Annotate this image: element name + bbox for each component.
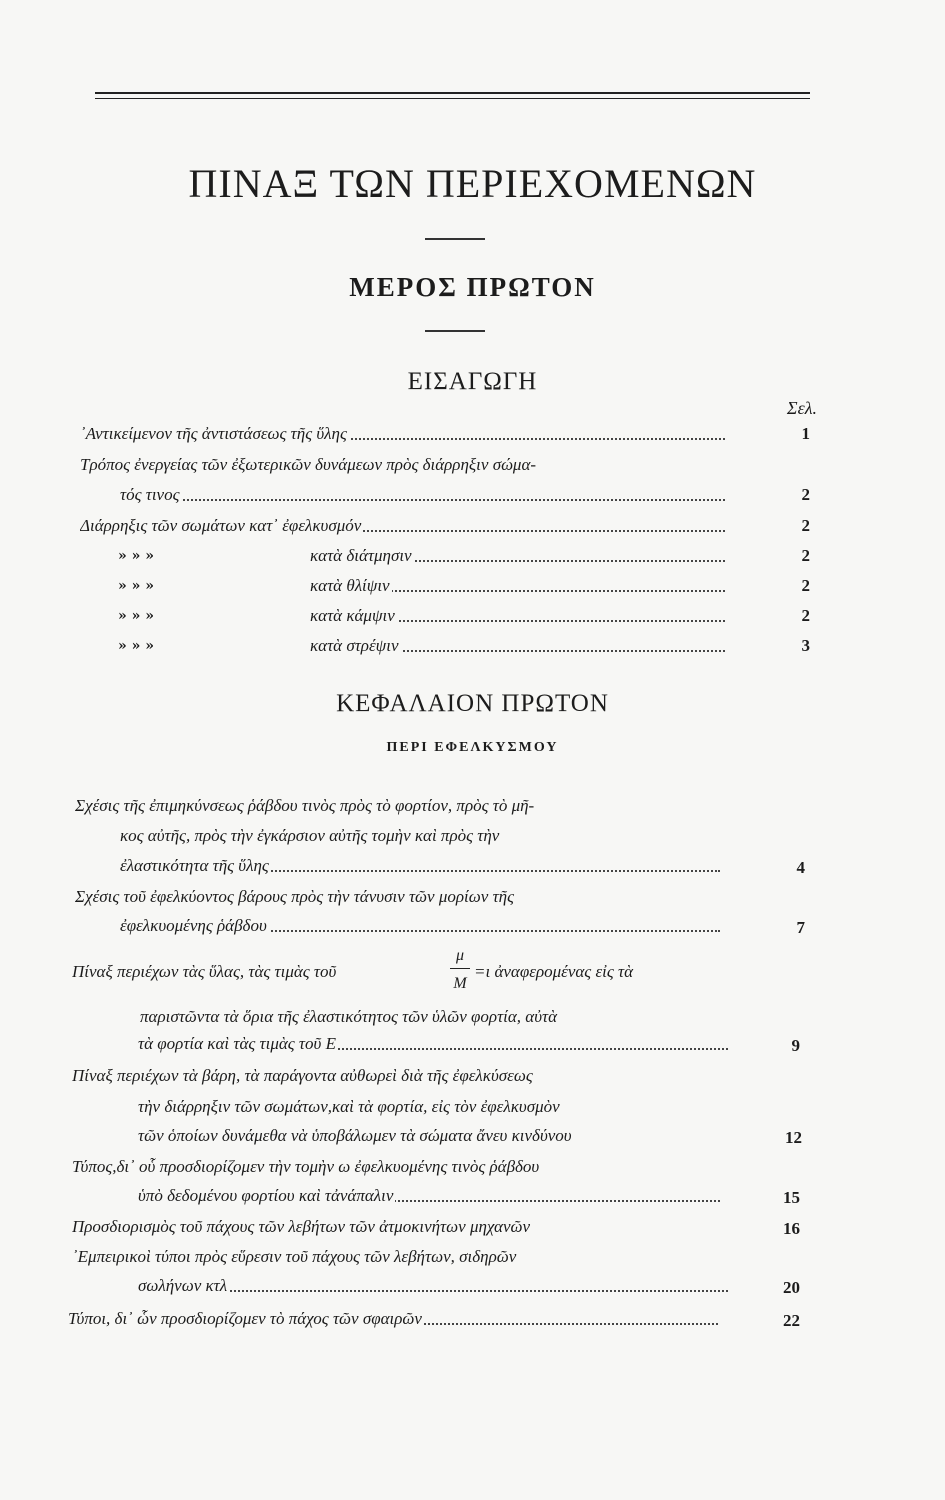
toc-entry: Τρόπος ἐνεργείας τῶν ἐξωτερικῶν δυνάμεων πρὸς διάρρηξιν σώμα- — [80, 455, 537, 474]
page-title: ΠΙΝΑΞ ΤΩΝ ΠΕΡΙΕΧΟΜΕΝΩΝ — [188, 161, 757, 206]
toc-entry: Πίναξ περιέχων τὰ βάρη, τὰ παράγοντα αὐθωρεὶ διὰ τῆς ἐφελκύσεως — [72, 1066, 533, 1085]
ditto-marks: » » » — [118, 638, 154, 654]
chapter-title: ΚΕΦΑΛΑΙΟΝ ΠΡΩΤΟΝ — [336, 690, 609, 717]
intro-title: ΕΙΣΑΓΩΓΗ — [407, 368, 538, 395]
toc-entry: ᾿Αντικείμενον τῆς ἀντιστάσεως τῆς ὕλης — [80, 420, 725, 448]
toc-entry: τὴν διάρρηξιν τῶν σωμάτων,καὶ τὰ φορτία, εἰς τὸν ἐφελκυσμὸν — [138, 1097, 560, 1116]
toc-entry: κος αὐτῆς, πρὸς τὴν ἐγκάρσιον αὐτῆς τομὴν καὶ πρὸς τὴν — [120, 826, 500, 845]
toc-entry: κατὰ κάμψιν — [310, 602, 725, 630]
toc-page-number: 4 — [796, 858, 805, 877]
toc-entry: Σχέσις τοῦ ἐφελκύοντος βάρους πρὸς τὴν τάνυσιν τῶν μορίων τῆς — [75, 887, 514, 906]
toc-entry: Τύπος,δι᾿ οὗ προσδιορίζομεν τὴν τομὴν ω ἐφελκυομένης τινὸς ῥάβδου — [72, 1157, 540, 1176]
toc-entry: κατὰ στρέψιν — [310, 632, 725, 660]
divider-2 — [425, 330, 485, 332]
toc-page-number: 9 — [791, 1036, 800, 1055]
toc-entry: τός τινος — [120, 481, 725, 509]
toc-page-number: 15 — [783, 1188, 800, 1207]
toc-page-number: 16 — [783, 1219, 800, 1238]
toc-page-number: 2 — [801, 576, 810, 595]
part-title: ΜΕΡΟΣ ΠΡΩΤΟΝ — [349, 272, 596, 302]
toc-page-number: 3 — [801, 636, 810, 655]
toc-page-number: 2 — [801, 606, 810, 625]
toc-page-number: 2 — [801, 546, 810, 565]
toc-entry: ἐλαστικότητα τῆς ὕλης — [120, 852, 720, 880]
toc-page-number: 7 — [796, 918, 805, 937]
toc-entry: ὑπὸ δεδομένου φορτίου καὶ τἀνάπαλιν — [138, 1182, 720, 1210]
fraction-bar — [450, 968, 470, 969]
toc-entry: κατὰ θλίψιν — [310, 572, 725, 600]
ditto-marks: » » » — [118, 578, 154, 594]
toc-page-number: 20 — [783, 1278, 800, 1297]
toc-entry: Διάρρηξις τῶν σωμάτων κατ᾿ ἐφελκυσμόν — [80, 512, 725, 540]
toc-entry: σωλήνων κτλ — [138, 1272, 728, 1300]
ditto-marks: » » » — [118, 548, 154, 564]
toc-page-number: 12 — [785, 1128, 802, 1147]
toc-entry: Τύποι, δι᾿ ὧν προσδιορίζομεν τὸ πάχος τῶν σφαιρῶν — [68, 1305, 718, 1333]
toc-entry: Προσδιορισμὸς τοῦ πάχους τῶν λεβήτων τῶν ἀτμοκινήτων μηχανῶν — [72, 1217, 531, 1236]
ditto-marks: » » » — [118, 608, 154, 624]
toc-page-number: 22 — [783, 1311, 800, 1330]
toc-page-number: 2 — [801, 485, 810, 504]
toc-entry: κατὰ διάτμησιν — [310, 542, 725, 570]
toc-entry: ᾿Εμπειρικοὶ τύποι πρὸς εὕρεσιν τοῦ πάχους τῶν λεβήτων, σιδηρῶν — [72, 1247, 517, 1266]
toc-page-number: 1 — [801, 424, 810, 443]
toc-entry: Πίναξ περιέχων τὰς ὕλας, τὰς τιμὰς τοῦ — [72, 962, 337, 981]
divider-1 — [425, 238, 485, 240]
toc-page-number: 2 — [801, 516, 810, 535]
toc-entry: Σχέσις τῆς ἐπιμηκύνσεως ῥάβδου τινὸς πρὸς τὸ φορτίον, πρὸς τὸ μῆ- — [75, 796, 535, 815]
toc-entry: τῶν ὁποίων δυνάμεθα νὰ ὑποβάλωμεν τὰ σώματα ἄνευ κινδύνου — [138, 1126, 572, 1145]
chapter-subtitle: ΠΕΡΙ ΕΦΕΛΚΥΣΜΟΥ — [386, 740, 559, 755]
toc-entry-continuation: =ι ἀναφερομένας εἰς τὰ — [474, 962, 634, 981]
toc-entry: παριστῶντα τὰ ὅρια τῆς ἐλαστικότητος τῶν ὑλῶν φορτία, αὐτὰ — [140, 1007, 558, 1026]
top-rule-thick — [95, 92, 810, 94]
fraction-numerator: μ — [455, 947, 465, 964]
toc-entry: τὰ φορτία καὶ τὰς τιμὰς τοῦ Ε — [138, 1030, 728, 1058]
page-column-label: Σελ. — [786, 398, 817, 418]
top-rule-thin — [95, 98, 810, 99]
fraction-denominator: Μ — [453, 975, 467, 992]
toc-entry: ἐφελκυομένης ῥάβδου — [120, 912, 720, 940]
